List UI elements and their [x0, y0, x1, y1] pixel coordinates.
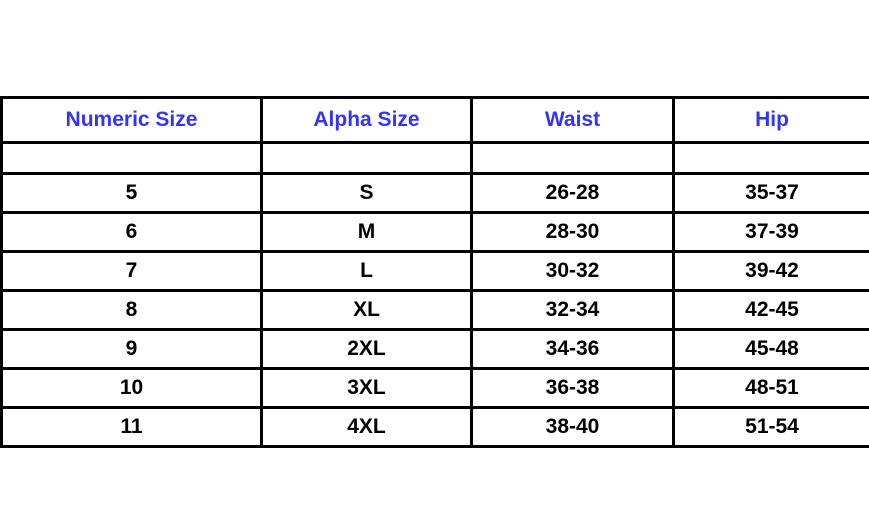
table-row [2, 252, 869, 291]
spacer-cell [472, 143, 674, 174]
cell-alpha-size: M [262, 213, 472, 252]
table-row [2, 330, 869, 369]
column-header-alpha-size: Alpha Size [262, 98, 472, 143]
table-body [2, 143, 869, 447]
column-header-hip: Hip [674, 98, 869, 143]
cell-hip: 35-37 [674, 174, 869, 213]
table-row [2, 174, 869, 213]
cell-numeric-size: 5 [2, 174, 262, 213]
cell-numeric-size: 7 [2, 252, 262, 291]
table-row [2, 408, 869, 447]
cell-waist: 28-30 [472, 213, 674, 252]
column-header-numeric-size: Numeric Size [2, 98, 262, 143]
table-header-row [2, 98, 869, 143]
table-row [2, 213, 869, 252]
spacer-cell [674, 143, 869, 174]
cell-waist: 34-36 [472, 330, 674, 369]
cell-numeric-size: 11 [2, 408, 262, 447]
cell-alpha-size: 2XL [262, 330, 472, 369]
cell-alpha-size: 4XL [262, 408, 472, 447]
cell-hip: 37-39 [674, 213, 869, 252]
cell-numeric-size: 8 [2, 291, 262, 330]
cell-hip: 42-45 [674, 291, 869, 330]
cell-hip: 45-48 [674, 330, 869, 369]
cell-numeric-size: 10 [2, 369, 262, 408]
cell-waist: 26-28 [472, 174, 674, 213]
cell-hip: 39-42 [674, 252, 869, 291]
spacer-cell [2, 143, 262, 174]
cell-waist: 32-34 [472, 291, 674, 330]
size-chart-table [0, 96, 869, 448]
cell-hip: 48-51 [674, 369, 869, 408]
cell-alpha-size: 3XL [262, 369, 472, 408]
cell-alpha-size: XL [262, 291, 472, 330]
cell-hip: 51-54 [674, 408, 869, 447]
table-spacer-row [2, 143, 869, 174]
cell-numeric-size: 9 [2, 330, 262, 369]
table-header [2, 98, 869, 143]
cell-waist: 38-40 [472, 408, 674, 447]
cell-waist: 36-38 [472, 369, 674, 408]
cell-numeric-size: 6 [2, 213, 262, 252]
cell-alpha-size: S [262, 174, 472, 213]
size-chart-table-wrapper [0, 96, 869, 448]
cell-waist: 30-32 [472, 252, 674, 291]
spacer-cell [262, 143, 472, 174]
cell-alpha-size: L [262, 252, 472, 291]
column-header-waist: Waist [472, 98, 674, 143]
table-row [2, 369, 869, 408]
table-row [2, 291, 869, 330]
